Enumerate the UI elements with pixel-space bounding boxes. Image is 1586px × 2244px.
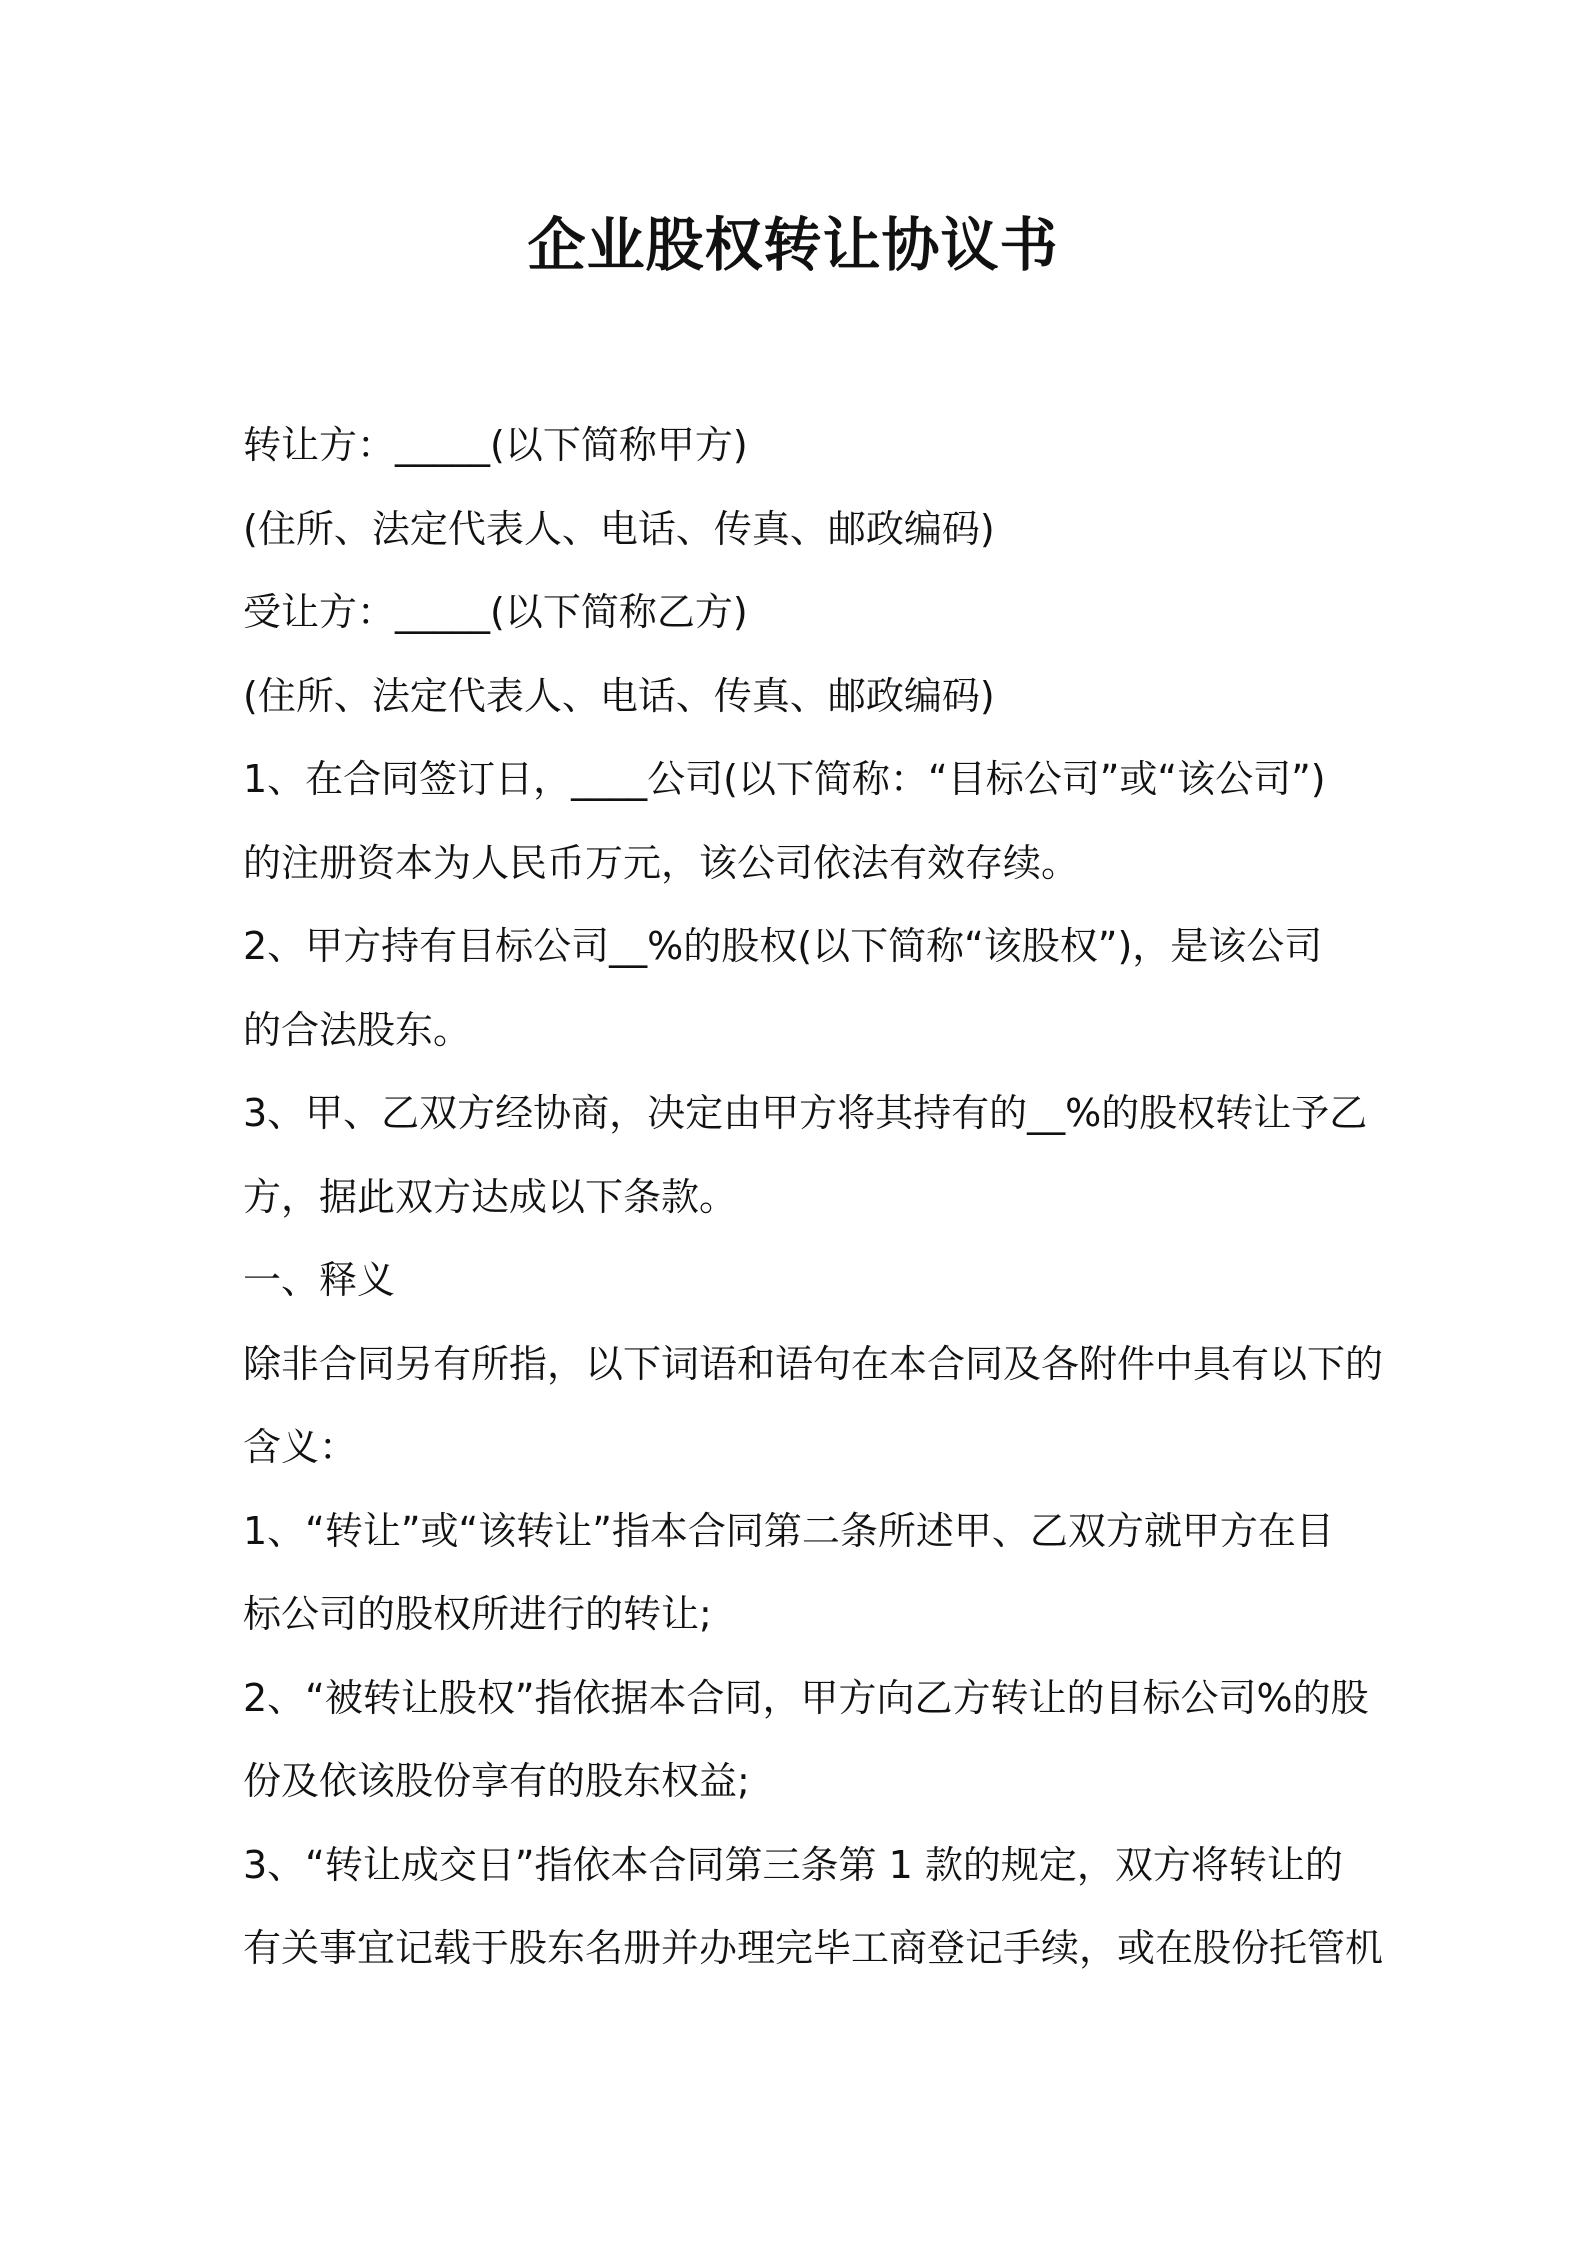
- document-body: [243, 404, 1384, 1991]
- text-line: 的注册资本为人民币万元，该公司依法有效存续。: [243, 840, 1080, 885]
- text-line: 1、在合同签订日，____公司(以下简称：“目标公司”或“该公司”): [243, 757, 1326, 801]
- text-line: 3、“转让成交日”指依本合同第三条第 1 款的规定，双方将转让的: [243, 1842, 1343, 1887]
- section-heading-definitions: 一、释义: [243, 1258, 396, 1302]
- text-line: 份及依该股份享有的股东权益;: [243, 1759, 750, 1803]
- text-line: 的合法股东。: [243, 1007, 472, 1052]
- text-line-transferor: 转让方：_____(以下简称甲方): [243, 423, 748, 467]
- text-line-transferee: 受让方：_____(以下简称乙方): [243, 590, 748, 634]
- text-line-transferor-info: (住所、法定代表人、电话、传真、邮政编码): [243, 506, 995, 551]
- text-line: 含义：: [243, 1425, 358, 1469]
- text-line: 有关事宜记载于股东名册并办理完毕工商登记手续，或在股份托管机: [243, 1926, 1384, 1970]
- text-line: 标公司的股权所进行的转让;: [243, 1592, 712, 1636]
- text-line: 方，据此双方达成以下条款。: [243, 1174, 738, 1219]
- text-line: 2、甲方持有目标公司__%的股权(以下简称“该股权”)，是该公司: [243, 924, 1323, 968]
- text-line: 除非合同另有所指，以下词语和语句在本合同及各附件中具有以下的: [243, 1341, 1384, 1386]
- text-line-transferee-info: (住所、法定代表人、电话、传真、邮政编码): [243, 673, 995, 718]
- document-title: 企业股权转让协议书: [527, 211, 1059, 279]
- text-line: 2、“被转让股权”指依据本合同，甲方向乙方转让的目标公司%的股: [243, 1675, 1369, 1720]
- text-line: 1、“转让”或“该转让”指本合同第二条所述甲、乙双方就甲方在目: [243, 1508, 1334, 1553]
- text-line: 3、甲、乙双方经协商，决定由甲方将其持有的__%的股权转让予乙: [243, 1091, 1368, 1135]
